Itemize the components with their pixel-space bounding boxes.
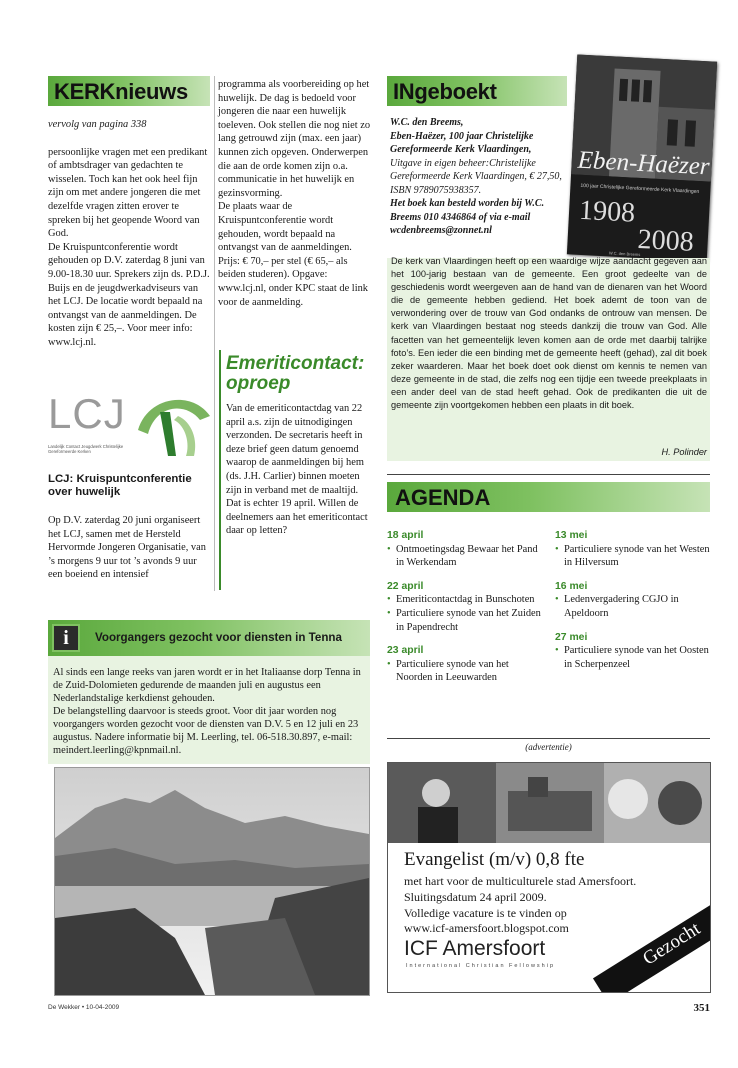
lcj-logo-subtext: Landelijk Contact Jeugdwerk Christelijke Gereformeerde Kerken	[48, 444, 124, 454]
agenda-item: • Ledenvergadering CGJO in Apeldoorn	[555, 593, 710, 620]
page-number: 351	[693, 1002, 710, 1014]
lcj-logo-icon	[134, 390, 214, 458]
agenda-date: 23 april	[387, 645, 424, 657]
cover-title: Eben-Haëzer	[577, 146, 711, 181]
book-info-author: W.C. den Breems,	[390, 117, 464, 128]
review-text: De kerk van Vlaardingen heeft op een waardige wijze aandacht gegeven aan het 100-jarig bestaan van de gemeente. Een groot gedeelte van de geschiedenis wordt weergeven aan de hand van de dienaren van het Woord die de gemeente hebben gediend. Het boek ademt de toon van de verwondering over de trouw van God ondanks de ontrouw van mensen. De kerk van Vlaardingen bestaat nog steeds dankzij die trouw van God. Alle facetten van het gemeentelijk leven komen aan de orde met daarbij talrijke foto’s. Een ieder die een binding met de gemeente heeft (gehad), zal dit boek zeker waarderen. Maar het boek doet ook dienst om kennis te nemen van deze gemeente in de stad, die zelfs nog een tijdje een tweede preekplaats in een ander deel van de stad heeft gehad. Ook de predikanten die uit de gemeente zijn voortgekomen hebben een plaats in dit boek.	[391, 256, 707, 411]
gezocht-banner	[593, 888, 711, 993]
agenda-item: • Ontmoetingsdag Bewaar het Pand in Werkendam	[387, 543, 547, 570]
agenda-date: 13 mei	[555, 530, 588, 541]
advert-line-2: Sluitingsdatum 24 april 2009.	[404, 890, 547, 904]
article-paragraph: programma als voorbereiding op het huwelijk. De dag is bedoeld voor jongeren die naar een huwelijk toeleven. Ook stellen die nog niet zo lang getrouwd zijn (max. een jaar) kunnen zich opgeven. Onderwerpen die aan de orde komen zijn o.a. communicatie in het huwelijk en gezinsvorming.	[218, 79, 371, 199]
agenda-rule	[387, 474, 710, 475]
advert-line-4: www.icf-amersfoort.blogspot.com	[404, 921, 569, 935]
agenda-item: • Particuliere synode van het Westen in Hilversum	[555, 543, 710, 570]
ingeboekt-header	[387, 76, 567, 106]
agenda-right-column	[555, 529, 710, 671]
kerknieuws-header	[48, 76, 210, 106]
advert-line-3: Volledige vacature is te vinden op	[404, 906, 567, 920]
article-paragraph: De plaats waar de Kruispuntconferentie wordt gehouden, wordt bepaald na ontvangst van de aanmeldingen. Prijs: € 70,– per stel (€ 65,– als beiden studeren). Opgave: www.lcj.nl, onder KPC staat de link voor de aanmelding.	[218, 201, 368, 308]
cover-subtitle: 100 jaar Christelijke Gereformeerde Kerk Vlaardingen	[580, 182, 700, 196]
kerknieuws-heading: KERKnieuws	[54, 79, 188, 104]
lcj-logo-text: LCJ	[48, 390, 126, 437]
kerknieuws-column-2	[218, 78, 374, 309]
article-paragraph: persoonlijke vragen met een predikant of ambtsdrager van gedachten te wisselen. Toch kan het ook heel fijn zijn om met andere jongeren die met dezelfde vragen zitten erover te spreken bij het geopende Woord van God.	[48, 146, 208, 240]
lcj-intro-text: Op D.V. zaterdag 20 juni organiseert het LCJ, samen met de Hersteld Hervormde Jongeren Organisatie, van ’s morgens 9 uur tot ’s avonds 9 uur een boeiend en intensief	[48, 515, 206, 581]
advert-rule	[387, 738, 710, 739]
emeriti-text: Van de emeriticontactdag van 22 april a.s. zijn de uitnodigingen verzonden. De secretaris heeft in deze brief geen datum genoemd waarop de aanmeldingen bij hem (ds. J.H. Carlier) binnen moeten zijn in verband met de maaltijd. Dat is echter 19 april. Willen de deelnemers aan het emeriticontact daar op letten?	[226, 403, 368, 537]
advert-line-1: met hart voor de multiculturele stad Amersfoort.	[404, 874, 637, 888]
lcj-logo	[48, 390, 210, 460]
agenda-item: • Particuliere synode van het Oosten in Scherpenzeel	[555, 644, 710, 671]
agenda-item: • Particuliere synode van het Noorden in Leeuwarden	[387, 658, 547, 685]
cover-author: W.C. den Breems	[608, 250, 641, 258]
voorgangers-paragraph: De belangstelling daarvoor is steeds groot. Voor dit jaar worden nog voorgangers worden gezocht voor de diensten van D.V. 5 en 12 juli en 23 augustus. Nadere informatie bij M. Leerling, tel. 06-518.30.897, e-mail: meindert.leerling@kpnmail.nl.	[53, 706, 359, 756]
agenda-item: • Emeriticontactdag in Bunschoten	[387, 593, 547, 607]
review-author: H. Polinder	[661, 447, 707, 457]
advert-title: Evangelist (m/v) 0,8 fte	[404, 849, 585, 870]
advert-label: (advertentie)	[525, 742, 572, 752]
book-info-order: Het boek kan besteld worden bij W.C. Breems 010 4346864 of via e-mail wcdenbreems@zonnet.nl	[390, 198, 545, 236]
emeriti-heading: Emeriticontact: oproep	[226, 353, 365, 394]
agenda-date: 22 april	[387, 580, 424, 592]
cover-year-from: 1908	[578, 194, 636, 229]
agenda-left-column	[387, 529, 547, 685]
voorgangers-text	[53, 666, 365, 757]
footer-publication: De Wekker • 10-04-2009	[48, 1004, 120, 1011]
ingeboekt-heading: INgeboekt	[393, 79, 497, 104]
article-paragraph: De Kruispuntconferentie wordt gehouden op D.V. zaterdag 8 juni van 9.00-18.30 uur. Sprekers zijn ds. P.D.J. Buijs en de jeugdwerkadviseurs van het LCJ. De locatie wordt bepaald na ontvangst van de aanmeldingen. De kosten zijn € 25,–. Voor meer info: www.lcj.nl.	[48, 241, 210, 348]
book-info-title: Eben-Haëzer, 100 jaar Christelijke Gereformeerde Kerk Vlaardingen,	[390, 130, 534, 155]
voorgangers-paragraph: Al sinds een lange reeks van jaren wordt er in het Italiaanse dorp Tenna in de Zuid-Dolomieten gedurende de maanden juli en augustus een Nederlandstalige kerkdienst gehouden.	[53, 667, 361, 704]
book-cover	[567, 54, 717, 261]
column-rule	[214, 76, 215, 591]
kerknieuws-column-1	[48, 118, 210, 350]
emeriti-box	[219, 350, 373, 590]
lcj-subhead: LCJ: Kruispuntconferentie over huwelijk	[48, 473, 192, 498]
book-info-publisher: Uitgave in eigen beheer:Christelijke Gereformeerde Kerk Vlaardingen, € 27,50, ISBN 9789075938357.	[390, 157, 562, 196]
info-icon: i	[52, 624, 80, 652]
tenna-photo	[54, 767, 370, 996]
voorgangers-heading: Voorgangers gezocht voor diensten in Tenna	[95, 631, 342, 644]
agenda-date: 18 april	[387, 530, 424, 541]
advert-box	[387, 762, 711, 993]
advert-org-sub: International Christian Fellowship	[406, 963, 556, 969]
lake-landscape-image	[55, 768, 369, 995]
advert-photos-image	[388, 763, 710, 843]
advert-org: ICF Amersfoort	[404, 937, 546, 960]
vervolg-note: vervolg van pagina 338	[48, 119, 147, 130]
cover-year-to: 2008	[636, 223, 695, 258]
book-info	[390, 116, 568, 238]
agenda-date: 16 mei	[555, 580, 588, 592]
agenda-heading: AGENDA	[395, 485, 491, 510]
agenda-header	[387, 482, 710, 512]
gezocht-banner-text: Gezocht	[639, 918, 705, 970]
advert-photo-strip	[388, 763, 710, 843]
agenda-item: • Particuliere synode van het Zuiden in Papendrecht	[387, 607, 547, 634]
agenda-date: 27 mei	[555, 631, 588, 643]
